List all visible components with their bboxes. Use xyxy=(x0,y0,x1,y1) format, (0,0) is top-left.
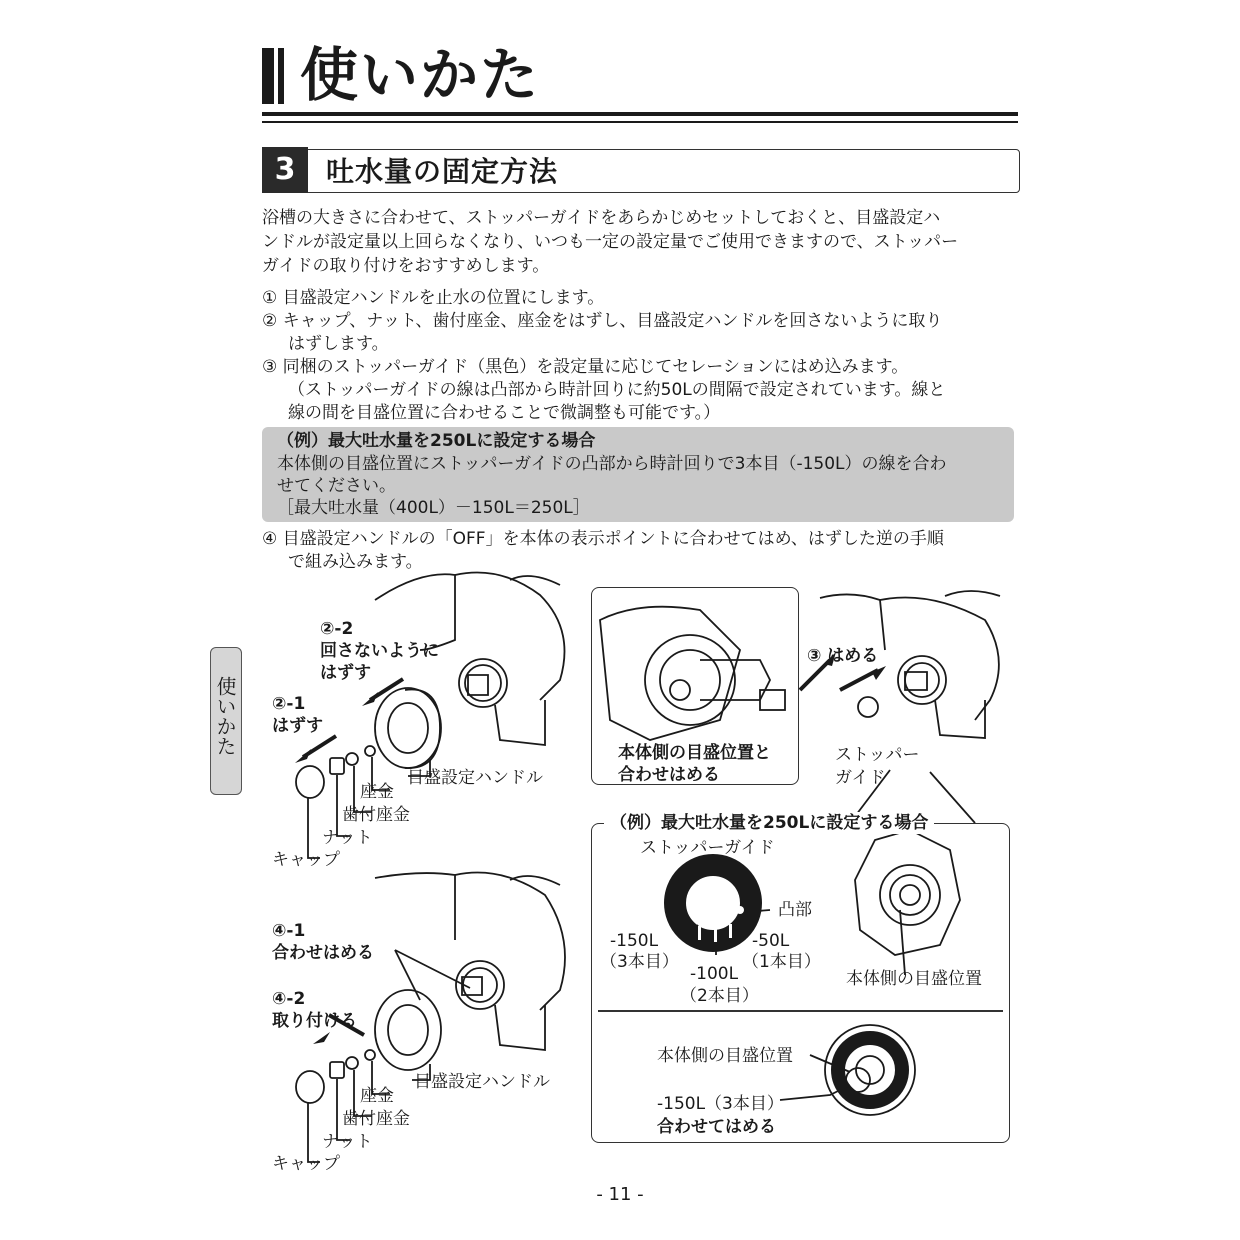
label-align-fit: 合わせはめる xyxy=(272,943,374,963)
arrow-fit-guide xyxy=(840,670,878,690)
detail-body-pos: 本体側の目盛位置 xyxy=(846,969,982,989)
example-line-1: 本体側の目盛位置にストッパーガイドの凸部から時計回りで3本目（-150L）の線を合わ xyxy=(277,454,947,474)
label-stopper-b: ガイド xyxy=(835,768,886,788)
cap-top xyxy=(296,766,324,798)
step-1: ① 目盛設定ハンドルを止水の位置にします。 xyxy=(262,288,605,308)
label-nut-top: ナット xyxy=(322,828,373,848)
washer-top xyxy=(365,746,375,756)
page-number: - 11 - xyxy=(596,1184,644,1205)
step-4: ④ 目盛設定ハンドルの「OFF」を本体の表示ポイントに合わせてはめ、はずした逆の手順 xyxy=(262,529,944,549)
section-title: 吐水量の固定方法 xyxy=(326,155,559,188)
step-2-cont: はずします。 xyxy=(288,334,389,354)
zoom-label-1: 本体側の目盛位置と xyxy=(618,743,771,763)
nut-top xyxy=(330,758,344,774)
label-step-2-1: ②-1 xyxy=(272,694,306,714)
step-3: ③ 同梱のストッパーガイド（黒色）を設定量に応じてセレーションにはめ込みます。 xyxy=(262,357,909,377)
label-step-2-2: ②-2 xyxy=(320,619,354,639)
intro-line-2: ンドルが設定量以上回らなくなり、いつも一定の設定量でご使用できますので、ストッパー xyxy=(262,232,959,252)
label-cap-top: キャップ xyxy=(272,850,340,870)
detail-50-count: （1本目） xyxy=(742,952,821,972)
detail-align-fit: 合わせてはめる xyxy=(657,1117,776,1137)
label-handle-top: 目盛設定ハンドル xyxy=(407,768,543,788)
detail-panel-divider xyxy=(598,1010,1003,1012)
label-handle-bottom: 目盛設定ハンドル xyxy=(414,1072,550,1092)
detail-panel-title: （例）最大吐水量を250Lに設定する場合 xyxy=(604,812,934,834)
detail-100-label: -100L xyxy=(690,964,739,984)
label-step-4-1: ④-1 xyxy=(272,921,306,941)
label-remove-2: はずす xyxy=(320,663,371,683)
step-3-note-2: 線の間を目盛位置に合わせることで微調整も可能です。） xyxy=(288,403,721,423)
side-tab-label: 使いかた xyxy=(213,676,237,756)
intro-line-1: 浴槽の大きさに合わせて、ストッパーガイドをあらかじめセットしておくと、目盛設定ハ xyxy=(262,208,941,228)
page-title: 使いかた xyxy=(300,41,541,109)
label-step-4-2: ④-2 xyxy=(272,989,306,1009)
handle-bottom-left xyxy=(375,990,441,1070)
detail-150-label: -150L xyxy=(610,931,659,951)
label-toothed-bottom: 歯付座金 xyxy=(342,1109,410,1129)
detail-100-count: （2本目） xyxy=(680,986,759,1006)
label-toothed-top: 歯付座金 xyxy=(342,805,410,825)
detail-convex-label: 凸部 xyxy=(778,900,812,920)
detail-stopper-label: ストッパーガイド xyxy=(640,838,775,858)
detail-body-pos-2: 本体側の目盛位置 xyxy=(657,1046,793,1066)
intro-line-3: ガイドの取り付けをおすすめします。 xyxy=(262,256,550,276)
detail-150-count: （3本目） xyxy=(600,952,679,972)
label-stopper-a: ストッパー xyxy=(835,745,920,765)
stopper-guide-small xyxy=(858,697,878,717)
section-number: 3 xyxy=(262,147,308,193)
label-nut-bottom: ナット xyxy=(322,1132,373,1152)
example-formula: ［最大吐水量（400L）－150L＝250L］ xyxy=(277,498,590,518)
label-attach: 取り付ける xyxy=(272,1011,357,1031)
label-remove-1: はずす xyxy=(272,716,323,736)
step-4-cont: で組み込みます。 xyxy=(288,552,423,572)
example-line-2: せてください。 xyxy=(277,476,396,496)
handle-top-left xyxy=(375,688,441,768)
step-3-note-1: （ストッパーガイドの線は凸部から時計回りに約50Lの間隔で設定されています。線と xyxy=(288,380,946,400)
detail-150-align: -150L（3本目） xyxy=(657,1094,784,1114)
label-cap-bottom: キャップ xyxy=(272,1154,340,1174)
label-washer-bottom: 座金 xyxy=(360,1086,394,1106)
faucet-body-top-left xyxy=(375,574,455,650)
label-step-3-fit: ③ はめる xyxy=(807,646,879,666)
label-washer-top: 座金 xyxy=(360,782,394,802)
toothed-washer-top xyxy=(346,753,358,765)
step-2: ② キャップ、ナット、歯付座金、座金をはずし、目盛設定ハンドルを回さないように取り xyxy=(262,311,943,331)
zoom-label-2: 合わせはめる xyxy=(618,765,720,785)
label-dont-rotate: 回さないように xyxy=(320,641,439,661)
example-title: （例）最大吐水量を250Lに設定する場合 xyxy=(277,431,596,451)
detail-50-label: -50L xyxy=(752,931,790,951)
